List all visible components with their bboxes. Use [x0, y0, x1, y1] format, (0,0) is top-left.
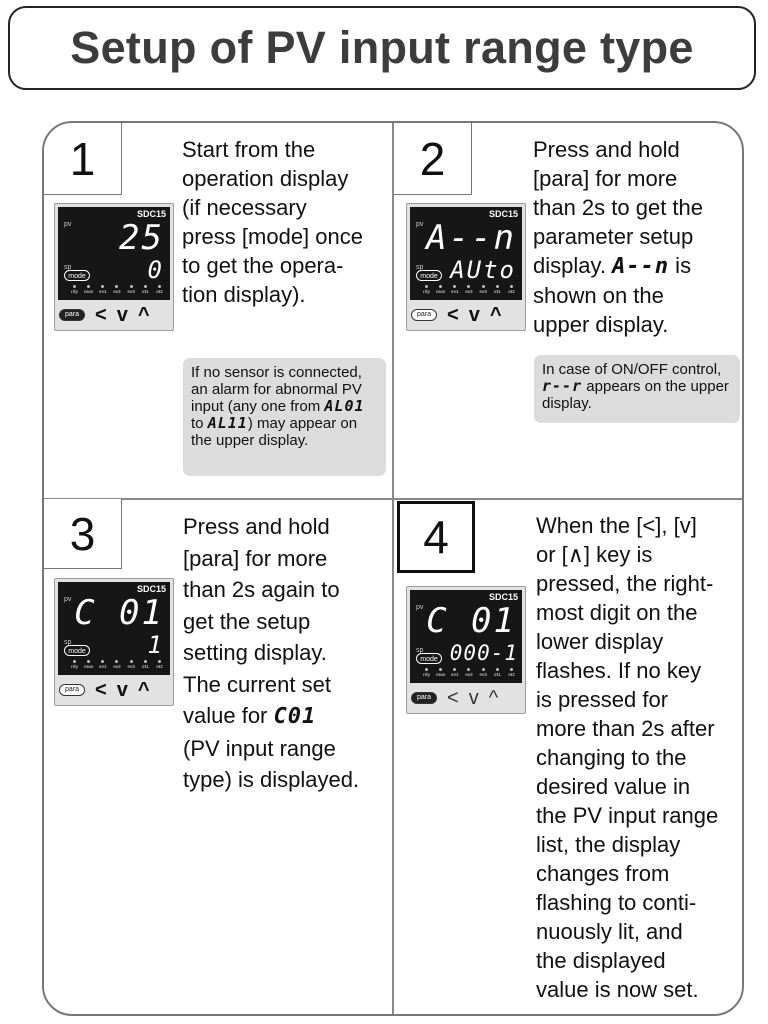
desc-line: press [mode] once [182, 224, 363, 249]
para-key: para [59, 309, 85, 321]
brand-label: SDC15 [136, 209, 166, 219]
mode-key: mode [416, 270, 442, 281]
step-3-number: 3 [44, 499, 122, 569]
mode-key: mode [416, 653, 442, 664]
desc-line: list, the display [536, 832, 681, 857]
led-indicator: ev2 [112, 660, 121, 669]
desc-line: than 2s again to [183, 577, 340, 602]
led-indicator: ot1 [141, 285, 150, 294]
step-1-number: 1 [44, 123, 122, 195]
down-key-icon: v [468, 304, 480, 326]
left-key-icon: < [447, 304, 459, 326]
desc-line: Start from the [182, 137, 316, 162]
steps-panel [42, 121, 744, 1016]
mode-key: mode [64, 645, 90, 656]
led-indicator: ev3 [479, 668, 488, 677]
upper-display: C 01 [426, 601, 516, 641]
upper-display: C 01 [74, 593, 164, 633]
desc-line: (PV input range [183, 735, 336, 761]
step-2-controller [406, 203, 526, 331]
left-key-icon: < [95, 679, 107, 701]
led-indicator: man [84, 660, 93, 669]
key-row [411, 304, 521, 326]
step-4-controller [406, 586, 526, 714]
key-row [411, 687, 521, 709]
led-row [422, 285, 516, 294]
led-row [70, 660, 164, 669]
sp-label: sp [64, 264, 72, 271]
desc-line: [para] for more [533, 166, 678, 191]
down-key-icon: v [116, 679, 128, 701]
desc-line: flashes. If no key [536, 658, 702, 683]
seg-text: r--r [542, 377, 583, 395]
step-4-number: 4 [397, 501, 475, 573]
desc-line: parameter setup [533, 224, 694, 249]
desc-line: desired value in [536, 774, 691, 799]
desc-line: (if necessary [182, 195, 307, 220]
led-indicator: ev1 [450, 285, 459, 294]
led-indicator: ev1 [98, 285, 107, 294]
step-1-controller [54, 203, 174, 331]
seg-text: A--n [612, 254, 670, 279]
lower-display: 1 [147, 631, 164, 659]
up-key-icon: ^ [488, 687, 499, 709]
desc-line: value is now set. [536, 977, 699, 1002]
desc-line: upper display. [533, 312, 669, 337]
horizontal-divider [44, 498, 742, 500]
mode-key: mode [64, 270, 90, 281]
led-indicator: ot1 [493, 668, 502, 677]
desc-line: pressed, the right- [536, 571, 714, 596]
desc-line: Press and hold [183, 514, 330, 539]
step-3-description [183, 511, 391, 796]
led-indicator: ot2 [507, 285, 516, 294]
pv-label: pv [416, 221, 424, 228]
step-2-description [533, 135, 743, 339]
para-key: para [59, 684, 85, 696]
desc-line: flashing to conti- [536, 890, 697, 915]
sp-label: sp [416, 647, 424, 654]
led-indicator: man [436, 285, 445, 294]
pv-label: pv [64, 221, 72, 228]
left-key-icon: < [95, 304, 107, 326]
desc-line: type) is displayed. [183, 767, 360, 792]
desc-line: setting display. [183, 640, 327, 665]
desc-line: [para] for more [183, 545, 328, 571]
down-key-icon: v [468, 687, 479, 709]
desc-line: nuously lit, and [536, 919, 683, 944]
pv-label: pv [64, 596, 72, 603]
led-indicator: ev3 [127, 660, 136, 669]
para-key: para [411, 692, 437, 704]
page-title: Setup of PV input range type [70, 22, 694, 73]
led-indicator: ev1 [450, 668, 459, 677]
desc-line: is pressed for [536, 687, 669, 712]
desc-line: more than 2s after [536, 716, 715, 741]
key-row [59, 304, 169, 326]
led-indicator: ot2 [155, 285, 164, 294]
sp-label: sp [64, 639, 72, 646]
led-indicator: ot1 [493, 285, 502, 294]
desc-line: most digit on the [536, 600, 698, 625]
desc-line: The current set [183, 671, 331, 697]
desc-line: value for C01 [183, 703, 317, 729]
step-1-description [182, 135, 390, 309]
up-key-icon: ^ [489, 304, 502, 326]
led-indicator: ev3 [127, 285, 136, 294]
led-indicator: ev2 [464, 668, 473, 677]
step-2-note: In case of ON/OFF control, r--r appears on the upper display. [534, 355, 740, 423]
desc-line: Press and hold [533, 137, 680, 162]
led-indicator: ev3 [479, 285, 488, 294]
led-indicator: ot2 [507, 668, 516, 677]
title-box [8, 6, 756, 90]
seg-text: C01 [273, 704, 317, 729]
pv-label: pv [416, 604, 424, 611]
desc-line: than 2s to get the [533, 195, 704, 220]
led-row [422, 668, 516, 677]
desc-line: tion display). [182, 282, 306, 307]
led-indicator: rdy [70, 285, 79, 294]
desc-line: display. A--n is [533, 253, 692, 279]
led-indicator: man [84, 285, 93, 294]
upper-display: A--n [426, 218, 516, 258]
led-indicator: ev1 [98, 660, 107, 669]
desc-line: changes from [536, 861, 670, 886]
led-indicator: rdy [422, 668, 431, 677]
step-2-number: 2 [394, 123, 472, 195]
led-indicator: ev2 [112, 285, 121, 294]
desc-line: to get the opera- [182, 253, 344, 278]
desc-line: the PV input range [536, 803, 719, 828]
desc-line: operation display [182, 166, 349, 191]
sp-label: sp [416, 264, 424, 271]
up-key-icon: ^ [137, 679, 150, 701]
controller-screen [58, 207, 170, 300]
controller-screen [410, 590, 522, 683]
controller-screen [410, 207, 522, 300]
seg-text: AL11 [207, 414, 248, 432]
up-key-icon: ^ [137, 304, 150, 326]
desc-line: shown on the [533, 283, 664, 308]
upper-display: 25 [119, 218, 164, 258]
vertical-divider [392, 123, 394, 1014]
para-key: para [411, 309, 437, 321]
step-4-description [536, 511, 744, 1004]
led-indicator: rdy [422, 285, 431, 294]
brand-label: SDC15 [488, 592, 518, 602]
step-3-controller [54, 578, 174, 706]
led-indicator: ot1 [141, 660, 150, 669]
led-indicator: ev2 [464, 285, 473, 294]
left-key-icon: < [447, 687, 459, 709]
desc-line: get the setup [183, 608, 311, 634]
led-indicator: man [436, 668, 445, 677]
desc-line: changing to the [536, 745, 687, 770]
desc-line: the displayed [536, 948, 666, 973]
brand-label: SDC15 [488, 209, 518, 219]
down-key-icon: v [116, 304, 128, 326]
lower-display: 0 [147, 256, 164, 284]
led-indicator: rdy [70, 660, 79, 669]
desc-line: lower display [536, 629, 664, 654]
controller-screen [58, 582, 170, 675]
desc-line: When the [<], [v] [536, 513, 697, 538]
led-indicator: ot2 [155, 660, 164, 669]
led-row [70, 285, 164, 294]
seg-text: AL01 [324, 397, 365, 415]
brand-label: SDC15 [136, 584, 166, 594]
desc-line: or [∧] key is [536, 542, 653, 567]
lower-display: AUto [450, 256, 516, 284]
lower-display: 000-1 [449, 641, 518, 665]
key-row [59, 679, 169, 701]
step-1-note: If no sensor is connected, an alarm for abnormal PV input (any one from AL01 to AL11) may appear on the upper display. [183, 358, 386, 476]
